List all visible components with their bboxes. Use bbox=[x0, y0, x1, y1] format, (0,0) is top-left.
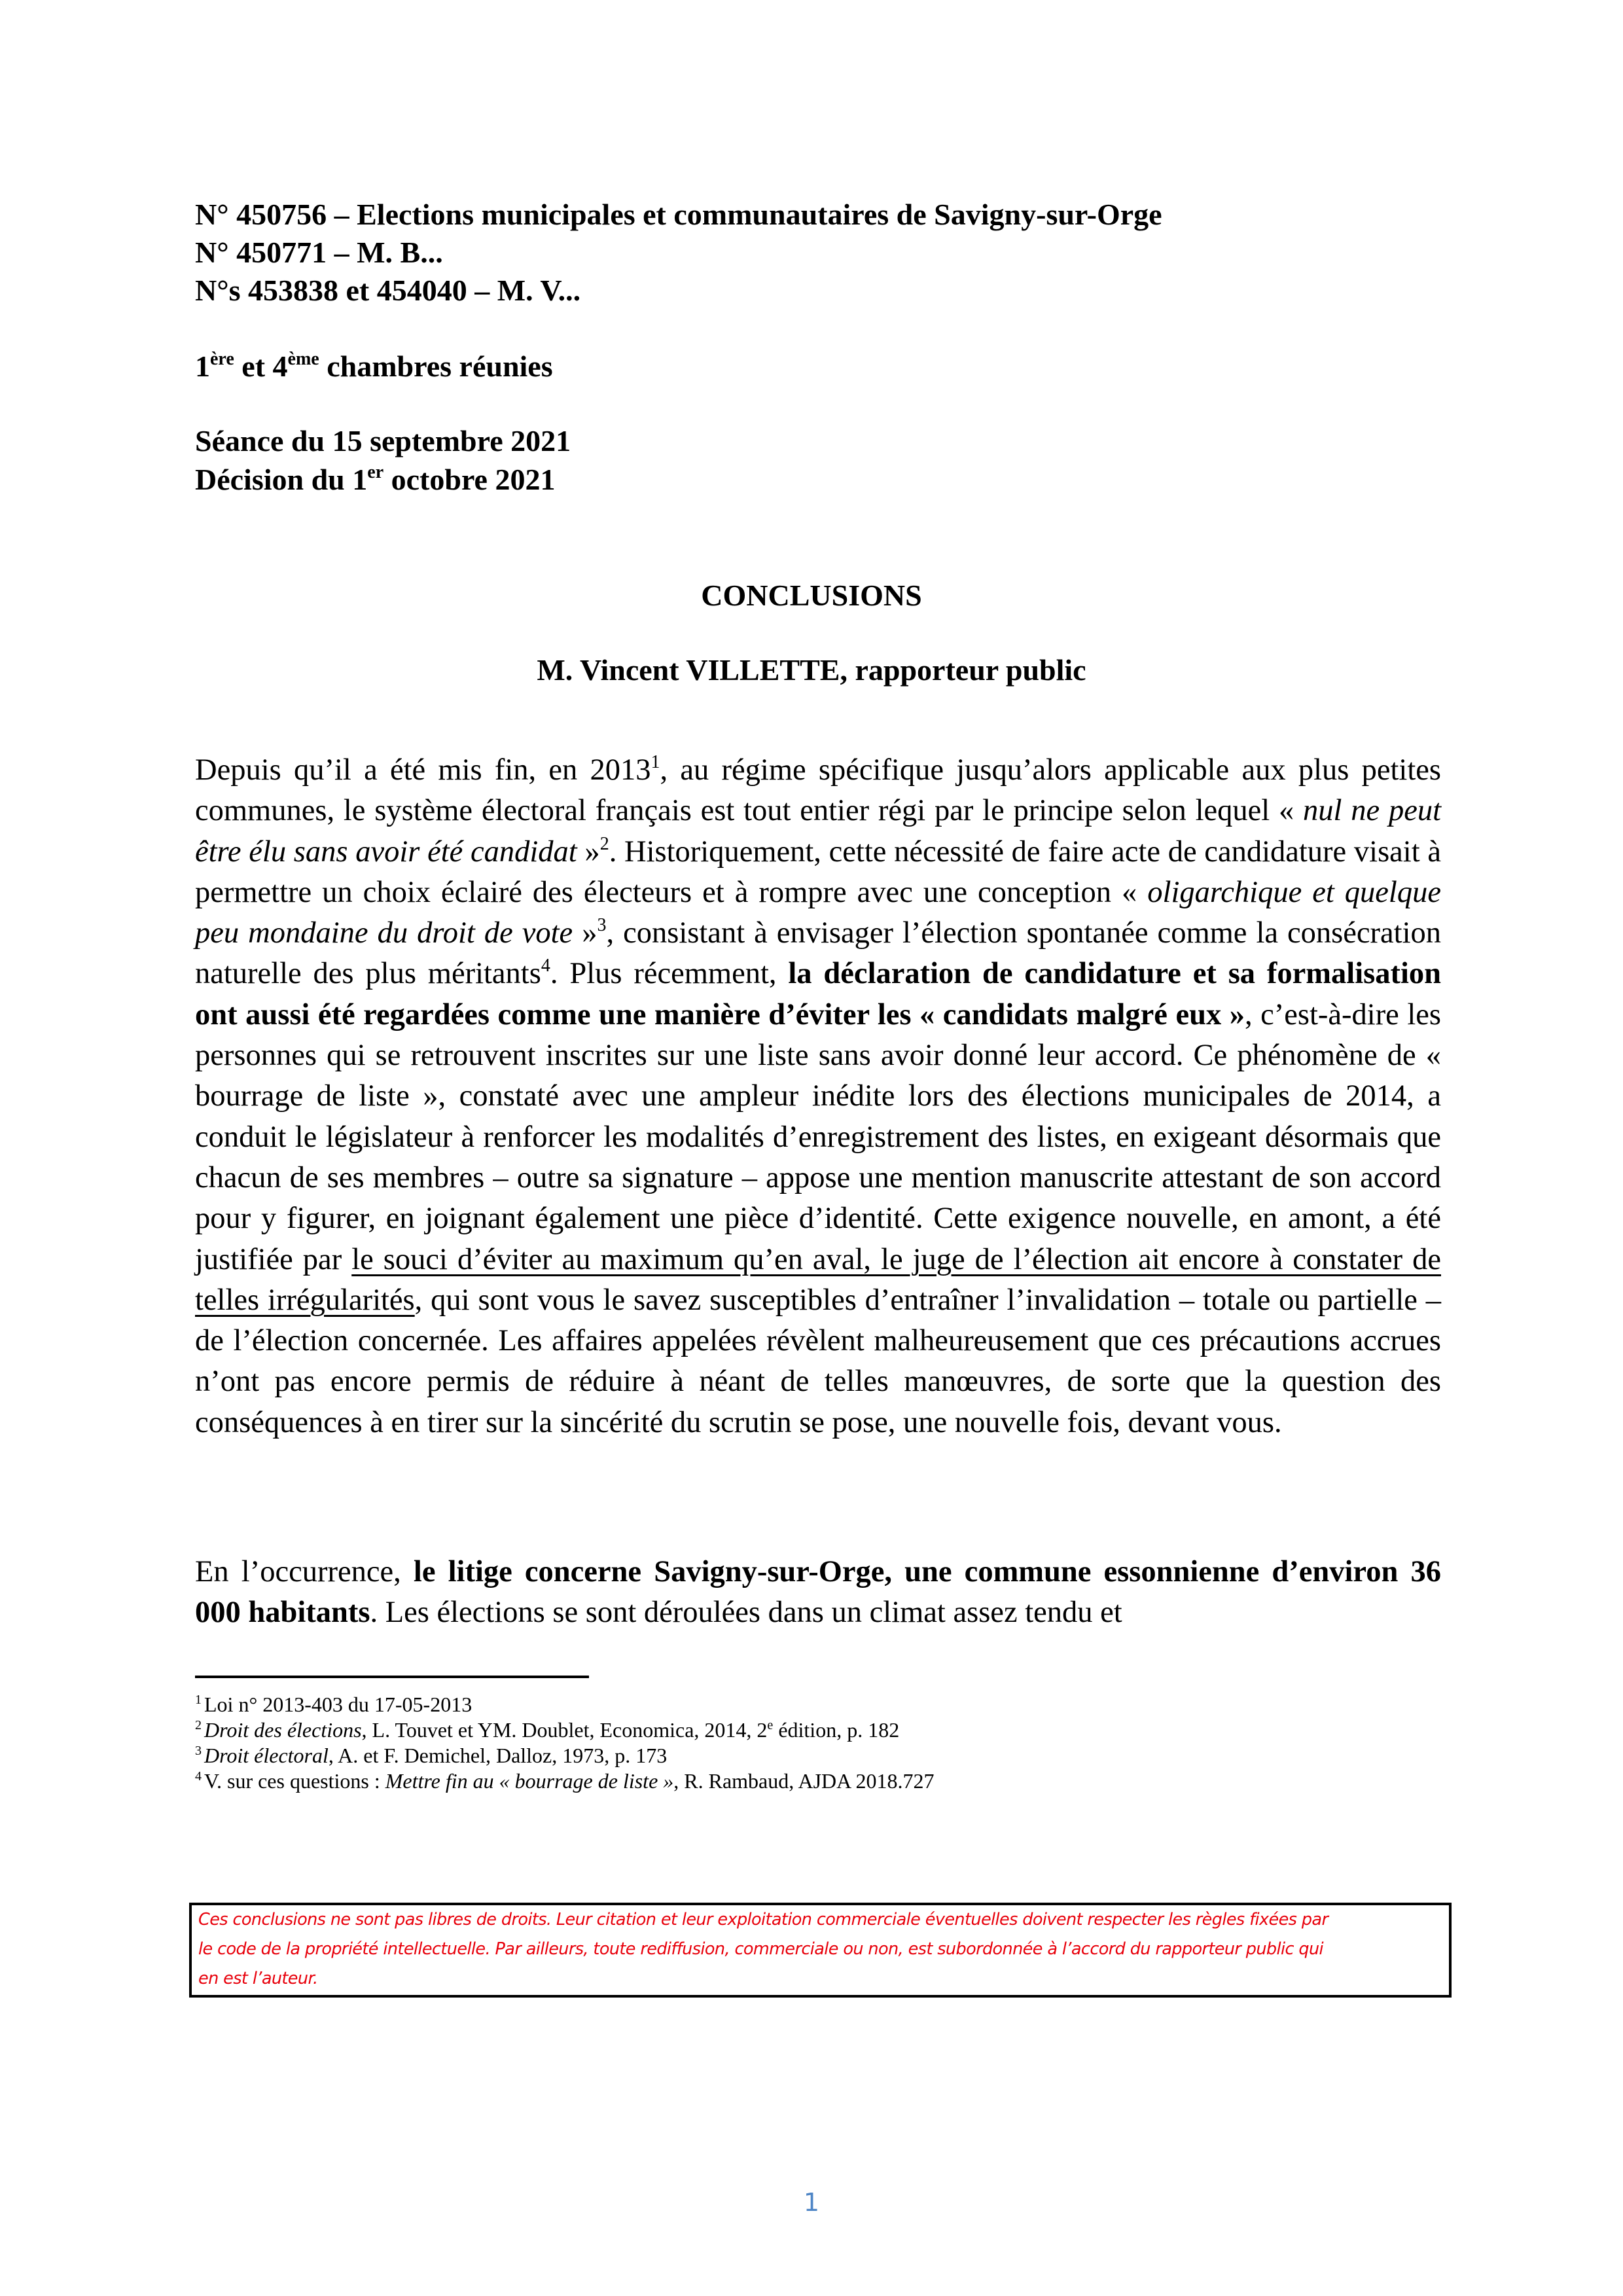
chambers-line bbox=[195, 348, 553, 385]
p1-s9: , qui sont vous le savez susceptibles d’entraîner l’invalidation – totale ou partielle – de l’élection concernée. Les affaires appelées révèlent malheureusement que ces précautions accrues n’ont pas encore permis de réduire à néant de telles manœuvres, de sorte que la question des conséquences à en tirer sur la sincérité du scrutin se pose, une nouvelle fois, devant vous. bbox=[195, 1283, 1441, 1439]
p2-s1: En l’occurrence, bbox=[195, 1555, 414, 1588]
p2-bold-1: le litige concerne Savigny-sur-Orge, une commune essonnienne d’environ 36 000 habitants bbox=[195, 1555, 1441, 1630]
footnote-1-num: 1 bbox=[195, 1693, 202, 1707]
case-number-3: N°s 453838 et 454040 – M. V... bbox=[195, 274, 581, 307]
chambers-rest: chambres réunies bbox=[319, 350, 553, 383]
chambers-n1: 1 bbox=[195, 350, 210, 383]
footnote-2-text: , L. Touvet et YM. Doublet, Economica, 2014, 2 bbox=[361, 1718, 768, 1742]
chambers-sup1: ère bbox=[210, 349, 234, 369]
footnote-4-text: , R. Rambaud, AJDA 2018.727 bbox=[673, 1769, 935, 1793]
p1-underline-1: le souci d’éviter au maximum qu’en aval, le juge de l’élection ait encore à constater de telles irrégularités bbox=[195, 1242, 1441, 1317]
notice-line-3: en est l’auteur. bbox=[198, 1969, 318, 1988]
p1-s6: , consistant à envisager l’élection spontanée comme la consécration naturelle des plus méritants bbox=[195, 916, 1441, 991]
footnote-3-num: 3 bbox=[195, 1744, 202, 1758]
chambers-mid: et 4 bbox=[234, 350, 288, 383]
footnote-1-text: Loi n° 2013-403 du 17-05-2013 bbox=[204, 1693, 473, 1716]
p1-s4: . Historiquement, cette nécessité de faire acte de candidature visait à permettre un choix éclairé des électeurs et à rompre avec une conception « bbox=[195, 834, 1441, 909]
p1-s1: Depuis qu’il a été mis fin, en 2013 bbox=[195, 753, 651, 787]
notice-line-1: Ces conclusions ne sont pas libres de droits. Leur citation et leur exploitation commerciale éventuelles doivent respecter les règles fixées par bbox=[198, 1910, 1329, 1929]
body-paragraph-1 bbox=[195, 750, 1441, 1443]
page-number: 1 bbox=[803, 2188, 820, 2217]
seance-date: Séance du 15 septembre 2021 bbox=[195, 424, 571, 457]
chambers-sup2: ème bbox=[287, 349, 319, 369]
p1-s7: . Plus récemment, bbox=[550, 957, 789, 991]
p1-s5: » bbox=[573, 916, 597, 950]
footnote-3-title: Droit électoral bbox=[204, 1744, 329, 1767]
footnote-3-text: , A. et F. Demichel, Dalloz, 1973, p. 173 bbox=[328, 1744, 668, 1767]
decision-post: octobre 2021 bbox=[383, 463, 556, 496]
p1-quote-1: nul ne peut être élu sans avoir été candidat bbox=[195, 794, 1442, 869]
footnote-2 bbox=[195, 1717, 1373, 1743]
footnote-4-title: Mettre fin au « bourrage de liste » bbox=[385, 1769, 674, 1793]
footnote-4-pre: V. sur ces questions : bbox=[204, 1769, 385, 1793]
footnote-2-title: Droit des élections bbox=[204, 1718, 362, 1742]
footnote-ref-2[interactable]: 2 bbox=[599, 833, 609, 854]
case-number-1: N° 450756 – Elections municipales et communautaires de Savigny-sur-Orge bbox=[195, 198, 1162, 231]
footnote-ref-1[interactable]: 1 bbox=[651, 752, 660, 772]
footnote-4-num: 4 bbox=[195, 1769, 202, 1784]
footnote-3 bbox=[195, 1743, 1373, 1768]
footnote-ref-3[interactable]: 3 bbox=[597, 915, 607, 936]
case-number-2: N° 450771 – M. B... bbox=[195, 236, 443, 269]
copyright-notice-box bbox=[189, 1903, 1452, 1998]
footnote-2-text2: édition, p. 182 bbox=[773, 1718, 900, 1742]
decision-pre: Décision du 1 bbox=[195, 463, 368, 496]
document-title: CONCLUSIONS bbox=[701, 579, 922, 612]
footnote-2-num: 2 bbox=[195, 1718, 202, 1732]
author-line: M. Vincent VILLETTE, rapporteur public bbox=[537, 653, 1086, 687]
p2-s2: . Les élections se sont déroulées dans un climat assez tendu et bbox=[370, 1596, 1122, 1630]
footnote-ref-4[interactable]: 4 bbox=[541, 956, 550, 977]
p1-s3: » bbox=[577, 834, 600, 869]
p1-s8: , c’est-à-dire les personnes qui se retrouvent inscrites sur une liste sans avoir donné leur accord. Ce phénomène de « bourrage de liste », constaté avec une ampleur inédite lors des élections municipales de 2014, a conduit le législateur à renforcer les modalités d’enregistrement des listes, en exigeant désormais que chacun de ses membres – outre sa signature – appose une mention manuscrite attestant de son accord pour y figurer, en joignant également une pièce d’identité. Cette exigence nouvelle, en amont, a été justifiée par bbox=[195, 997, 1441, 1276]
decision-sup: er bbox=[367, 462, 384, 482]
body-paragraph-2 bbox=[195, 1552, 1441, 1634]
footnote-1 bbox=[195, 1692, 1373, 1717]
p1-bold-1: la déclaration de candidature et sa formalisation ont aussi été regardées comme une manière d’éviter les « candidats malgré eux » bbox=[195, 957, 1441, 1031]
footnote-separator bbox=[195, 1676, 589, 1678]
decision-date bbox=[195, 461, 555, 498]
footnote-2-sup: e bbox=[767, 1718, 774, 1732]
p1-s2: , au régime spécifique jusqu’alors applicable aux plus petites communes, le système électoral français est tout entier régi par le principe selon lequel « bbox=[195, 753, 1441, 828]
notice-line-2: le code de la propriété intellectuelle. Par ailleurs, toute rediffusion, commerciale ou non, est subordonnée à l’accord du rapporteur public qui bbox=[198, 1939, 1324, 1959]
footnote-4 bbox=[195, 1768, 1373, 1794]
p1-quote-2: oligarchique et quelque peu mondaine du droit de vote bbox=[195, 875, 1441, 950]
